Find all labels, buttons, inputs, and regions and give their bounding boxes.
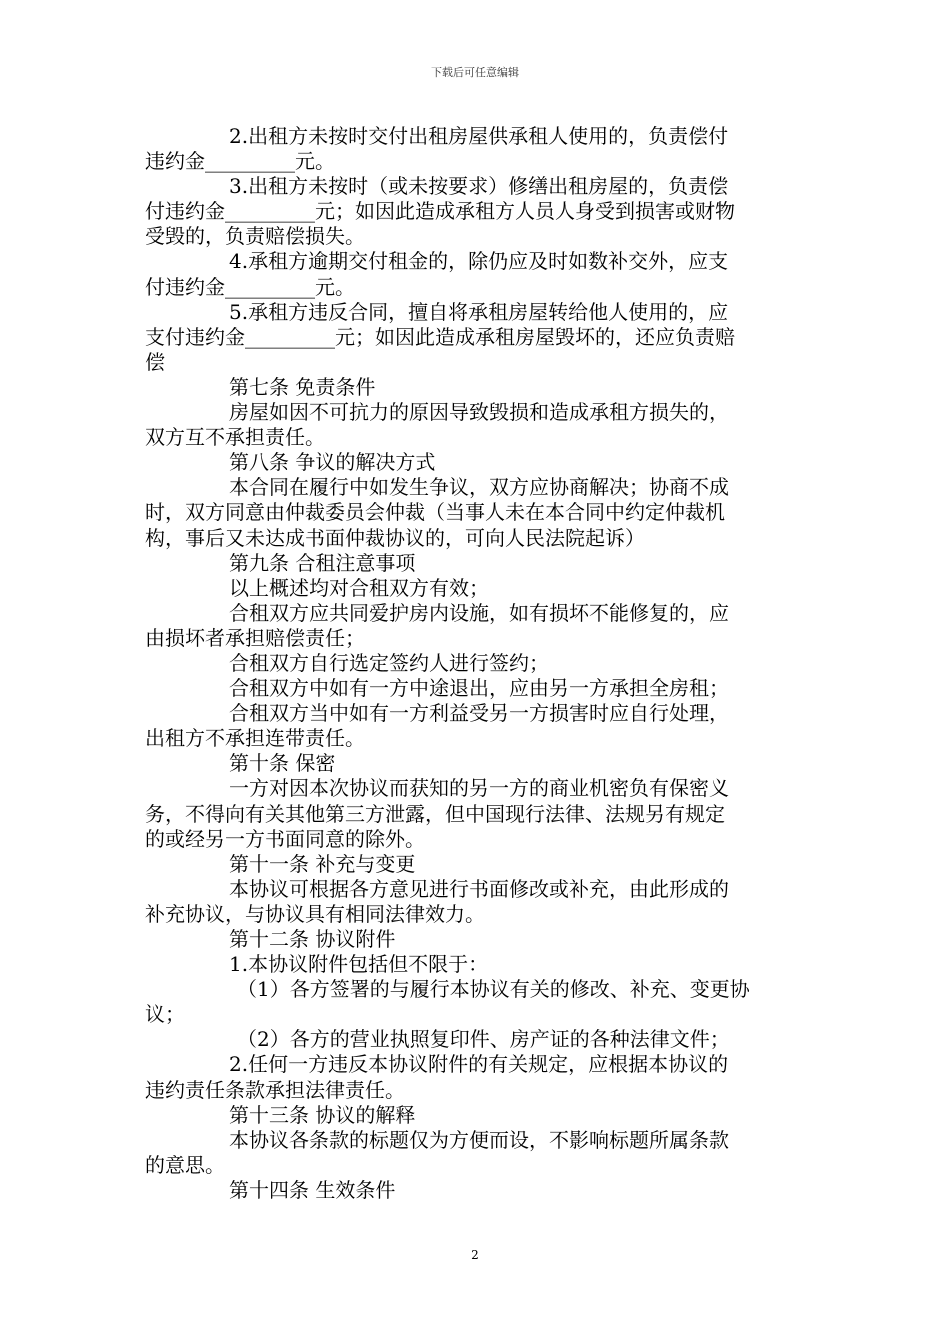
text-line: 违约金_________元。 (145, 149, 335, 174)
text-line: 本合同在履行中如发生争议，双方应协商解决；协商不成 (229, 475, 729, 500)
text-line: 偿 (145, 349, 165, 374)
text-line: 合租双方自行选定签约人进行签约； (229, 650, 549, 675)
text-line: 第十条 保密 (229, 751, 336, 776)
text-line: 以上概述均对合租双方有效； (229, 575, 489, 600)
text-line: 议； (145, 1002, 185, 1027)
text-line: 由损坏者承担赔偿责任； (145, 625, 365, 650)
text-line: 受毁的，负责赔偿损失。 (145, 224, 365, 249)
text-line: 4.承租方逾期交付租金的，除仍应及时如数补交外，应支 (229, 249, 729, 274)
text-line: 合租双方中如有一方中途退出，应由另一方承担全房租； (229, 676, 729, 701)
text-line: 付违约金_________元。 (145, 274, 355, 299)
text-line: 第八条 争议的解决方式 (229, 450, 436, 475)
text-line: 第十四条 生效条件 (229, 1177, 396, 1202)
text-line: 2.出租方未按时交付出租房屋供承租人使用的，负责偿付 (229, 124, 729, 148)
text-line: 合租双方当中如有一方利益受另一方损害时应自行处理， (229, 701, 729, 726)
text-line: 的意思。 (145, 1152, 225, 1177)
text-line: 违约责任条款承担法律责任。 (145, 1077, 405, 1102)
text-line: 第七条 免责条件 (229, 374, 376, 399)
text-line: 3.出租方未按时（或未按要求）修缮出租房屋的，负责偿 (229, 174, 729, 199)
text-line: 第十一条 补充与变更 (229, 851, 416, 876)
text-line: 1.本协议附件包括但不限于： (229, 952, 489, 977)
text-line: 出租方不承担连带责任。 (145, 726, 365, 751)
page-header: 下载后可任意编辑 (431, 66, 519, 79)
text-line: 支付违约金_________元；如因此造成承租房屋毁坏的，还应负责赔 (145, 324, 735, 349)
text-line: 务，不得向有关其他第三方泄露，但中国现行法律、法规另有规定 (145, 801, 725, 826)
page-number: 2 (471, 1248, 479, 1262)
text-line: 时，双方同意由仲裁委员会仲裁（当事人未在本合同中约定仲裁机 (145, 500, 725, 525)
text-line: 5.承租方违反合同，擅自将承租房屋转给他人使用的，应 (229, 299, 729, 324)
text-line: 双方互不承担责任。 (145, 425, 325, 450)
text-line: 本协议各条款的标题仅为方便而设，不影响标题所属条款 (229, 1127, 729, 1152)
text-line: 的或经另一方书面同意的除外。 (145, 826, 425, 851)
text-line: （1）各方签署的与履行本协议有关的修改、补充、变更协 (237, 977, 750, 1002)
text-line: 第十三条 协议的解释 (229, 1102, 416, 1127)
text-line: 第十二条 协议附件 (229, 927, 396, 951)
text-line: 本协议可根据各方意见进行书面修改或补充，由此形成的 (229, 876, 729, 901)
text-line: 第九条 合租注意事项 (229, 550, 416, 575)
document-body (145, 124, 810, 1203)
text-line: 构，事后又未达成书面仲裁协议的，可向人民法院起诉） (145, 525, 645, 550)
text-line: 付违约金_________元；如因此造成承租方人员人身受到损害或财物 (145, 199, 735, 224)
text-line: 2.任何一方违反本协议附件的有关规定，应根据本协议的 (229, 1052, 729, 1077)
text-line: （2）各方的营业执照复印件、房产证的各种法律文件； (237, 1027, 730, 1052)
text-line: 补充协议，与协议具有相同法律效力。 (145, 901, 485, 926)
text-line: 合租双方应共同爱护房内设施，如有损坏不能修复的，应 (229, 600, 729, 625)
text-line: 房屋如因不可抗力的原因导致毁损和造成承租方损失的， (229, 400, 729, 425)
text-line: 一方对因本次协议而获知的另一方的商业机密负有保密义 (229, 776, 729, 801)
